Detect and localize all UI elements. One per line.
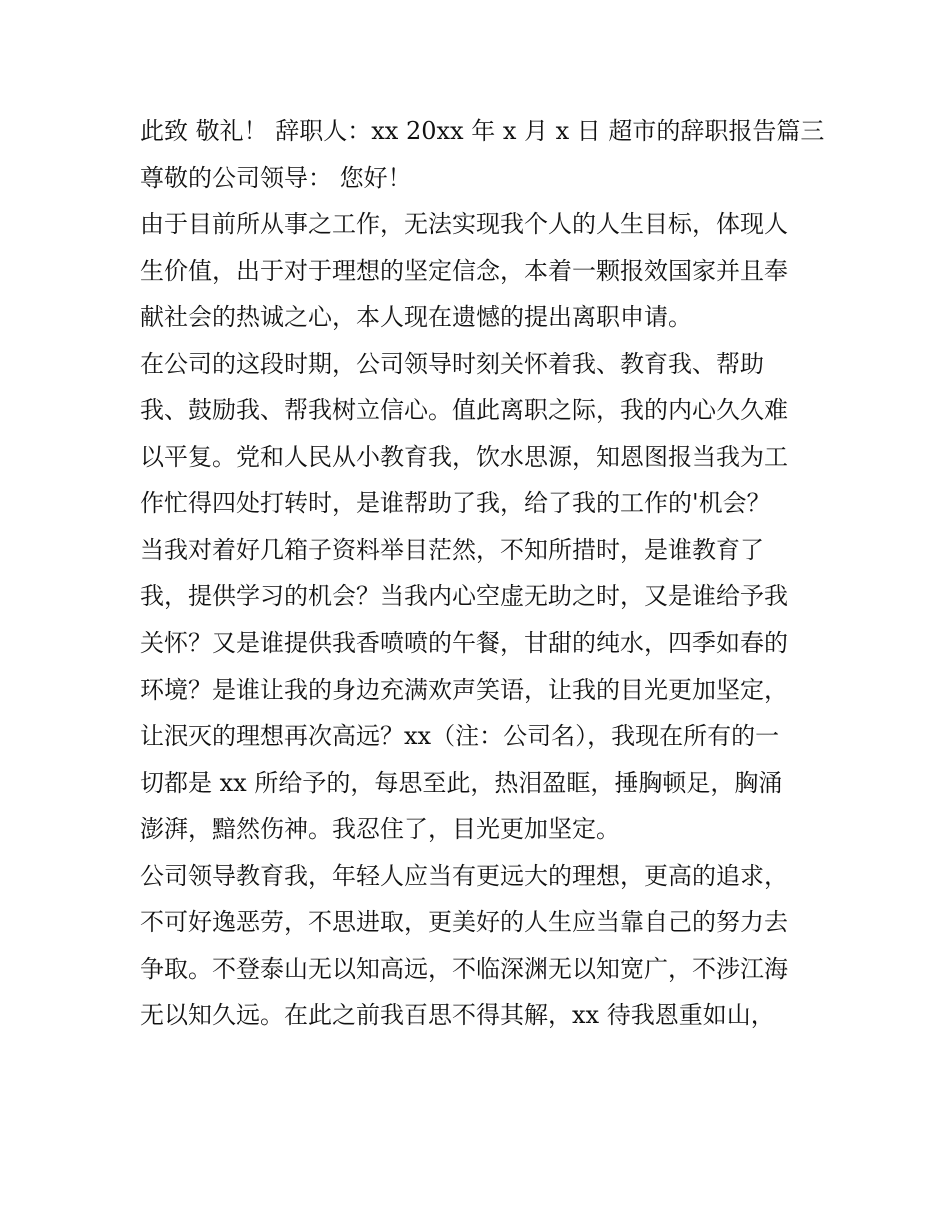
text-line: 无以知久远。在此之前我百思不得其解，xx 待我恩重如山，: [140, 1001, 775, 1030]
text-line: 此致 敬礼！ 辞职人：xx 20xx 年 x 月 x 日 超市的辞职报告篇三: [140, 117, 825, 145]
text-line: 在公司的这段时期，公司领导时刻关怀着我、教育我、帮助: [140, 349, 764, 378]
resignation-letter-text: [140, 108, 830, 1039]
text-line: 澎湃，黯然伤神。我忍住了，目光更加坚定。: [140, 815, 620, 844]
text-line: 生价值，出于对于理想的坚定信念，本着一颗报效国家并且奉: [140, 256, 788, 285]
text-line: 我、鼓励我、帮我树立信心。值此离职之际，我的内心久久难: [140, 396, 788, 425]
text-line: 公司领导教育我，年轻人应当有更远大的理想，更高的追求，: [140, 861, 788, 890]
text-line: 作忙得四处打转时，是谁帮助了我，给了我的工作的'机会？: [140, 489, 771, 518]
text-line: 当我对着好几箱子资料举目茫然，不知所措时，是谁教育了: [140, 535, 764, 564]
text-line: 让泯灭的理想再次高远？xx（注：公司名），我现在所有的一: [140, 722, 780, 751]
text-line: 以平复。党和人民从小教育我，饮水思源，知恩图报当我为工: [140, 442, 788, 471]
text-line: 尊敬的公司领导： 您好！: [140, 163, 412, 192]
text-line: 我，提供学习的机会？当我内心空虚无助之时，又是谁给予我: [140, 582, 788, 611]
text-line: 争取。不登泰山无以知高远，不临深渊无以知宽广，不涉江海: [140, 954, 788, 983]
text-line: 由于目前所从事之工作，无法实现我个人的人生目标，体现人: [140, 210, 788, 239]
text-line: 切都是 xx 所给予的，每思至此，热泪盈眶，捶胸顿足，胸涌: [140, 768, 783, 797]
text-line: 献社会的热诚之心，本人现在遗憾的提出离职申请。: [140, 303, 692, 332]
text-line: 关怀？又是谁提供我香喷喷的午餐，甘甜的纯水，四季如春的: [140, 629, 788, 658]
text-line: 环境？是谁让我的身边充满欢声笑语，让我的目光更加坚定，: [140, 675, 788, 704]
text-line: 不可好逸恶劳，不思进取，更美好的人生应当靠自己的努力去: [140, 908, 788, 937]
